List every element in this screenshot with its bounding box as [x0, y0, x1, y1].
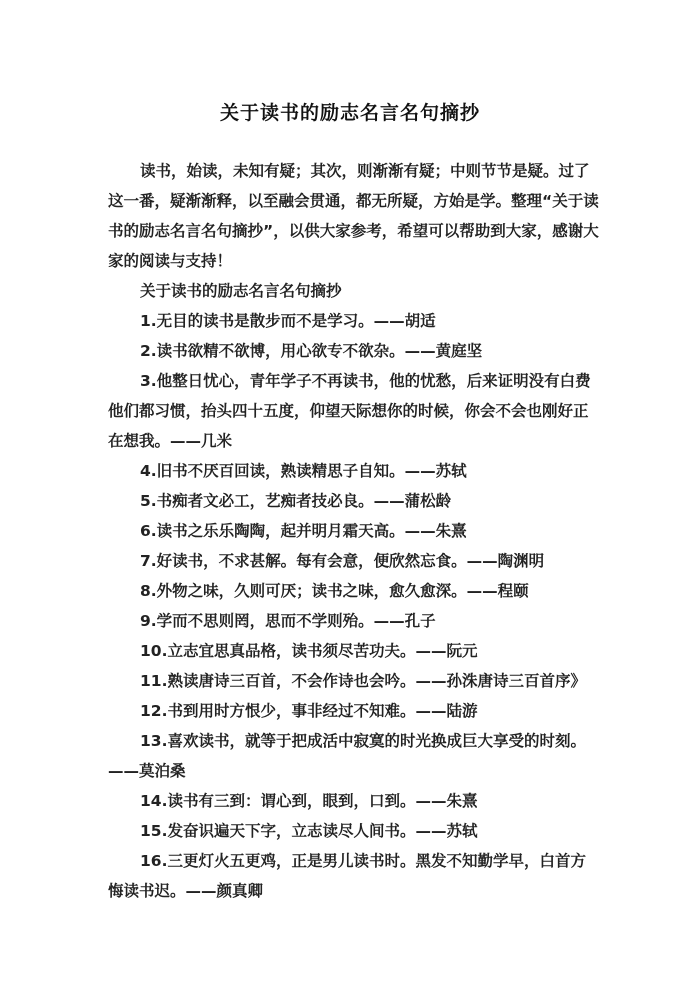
- section-subheading: 关于读书的励志名言名句摘抄: [140, 282, 342, 300]
- quote-item: 2.读书欲精不欲博，用心欲专不欲杂。——黄庭坚: [140, 342, 483, 360]
- page-title: 关于读书的励志名言名句摘抄: [219, 102, 480, 124]
- quote-item: 13.喜欢读书，就等于把成活中寂寞的时光换成巨大享受的时刻。——莫泊桑: [108, 732, 586, 780]
- quote-item: 16.三更灯火五更鸡，正是男儿读书时。黑发不知勤学早，白首方悔读书迟。——颜真卿: [108, 852, 586, 900]
- quote-item: 6.读书之乐乐陶陶，起并明月霜天高。——朱熹: [140, 522, 467, 540]
- quote-item: 12.书到用时方恨少，事非经过不知难。——陆游: [140, 702, 478, 720]
- intro-paragraph: 读书，始读，未知有疑；其次，则渐渐有疑；中则节节是疑。过了这一番，疑渐渐释，以至融会贯通，都无所疑，方始是学。整理“关于读书的励志名言名句摘抄”，以供大家参考，希望可以帮助到大家，感谢大家的阅读与支持！: [108, 162, 599, 270]
- quote-item: 8.外物之味，久则可厌；读书之味，愈久愈深。——程颐: [140, 582, 529, 600]
- quote-item: 3.他整日忧心，青年学子不再读书，他的忧愁，后来证明没有白费他们都习惯，抬头四十五度，仰望天际想你的时候，你会不会也刚好正在想我。——几米: [108, 372, 591, 450]
- quote-item: 14.读书有三到：谓心到，眼到，口到。——朱熹: [140, 792, 478, 810]
- quote-item: 5.书痴者文必工，艺痴者技必良。——蒲松龄: [140, 492, 452, 510]
- quote-item: 11.熟读唐诗三百首，不会作诗也会吟。——孙洙唐诗三百首序》: [140, 672, 586, 690]
- quote-item: 1.无目的读书是散步而不是学习。——胡适: [140, 312, 436, 330]
- quote-item: 7.好读书，不求甚解。每有会意，便欣然忘食。——陶渊明: [140, 552, 545, 570]
- quote-item: 10.立志宜思真品格，读书须尽苦功夫。——阮元: [140, 642, 478, 660]
- document-body: [108, 156, 600, 906]
- quote-item: 15.发奋识遍天下字，立志读尽人间书。——苏轼: [140, 822, 478, 840]
- quote-list: [108, 306, 600, 906]
- quote-item: 9.学而不思则罔，思而不学则殆。——孔子: [140, 612, 436, 630]
- quote-item: 4.旧书不厌百回读，熟读精思子自知。——苏轼: [140, 462, 467, 480]
